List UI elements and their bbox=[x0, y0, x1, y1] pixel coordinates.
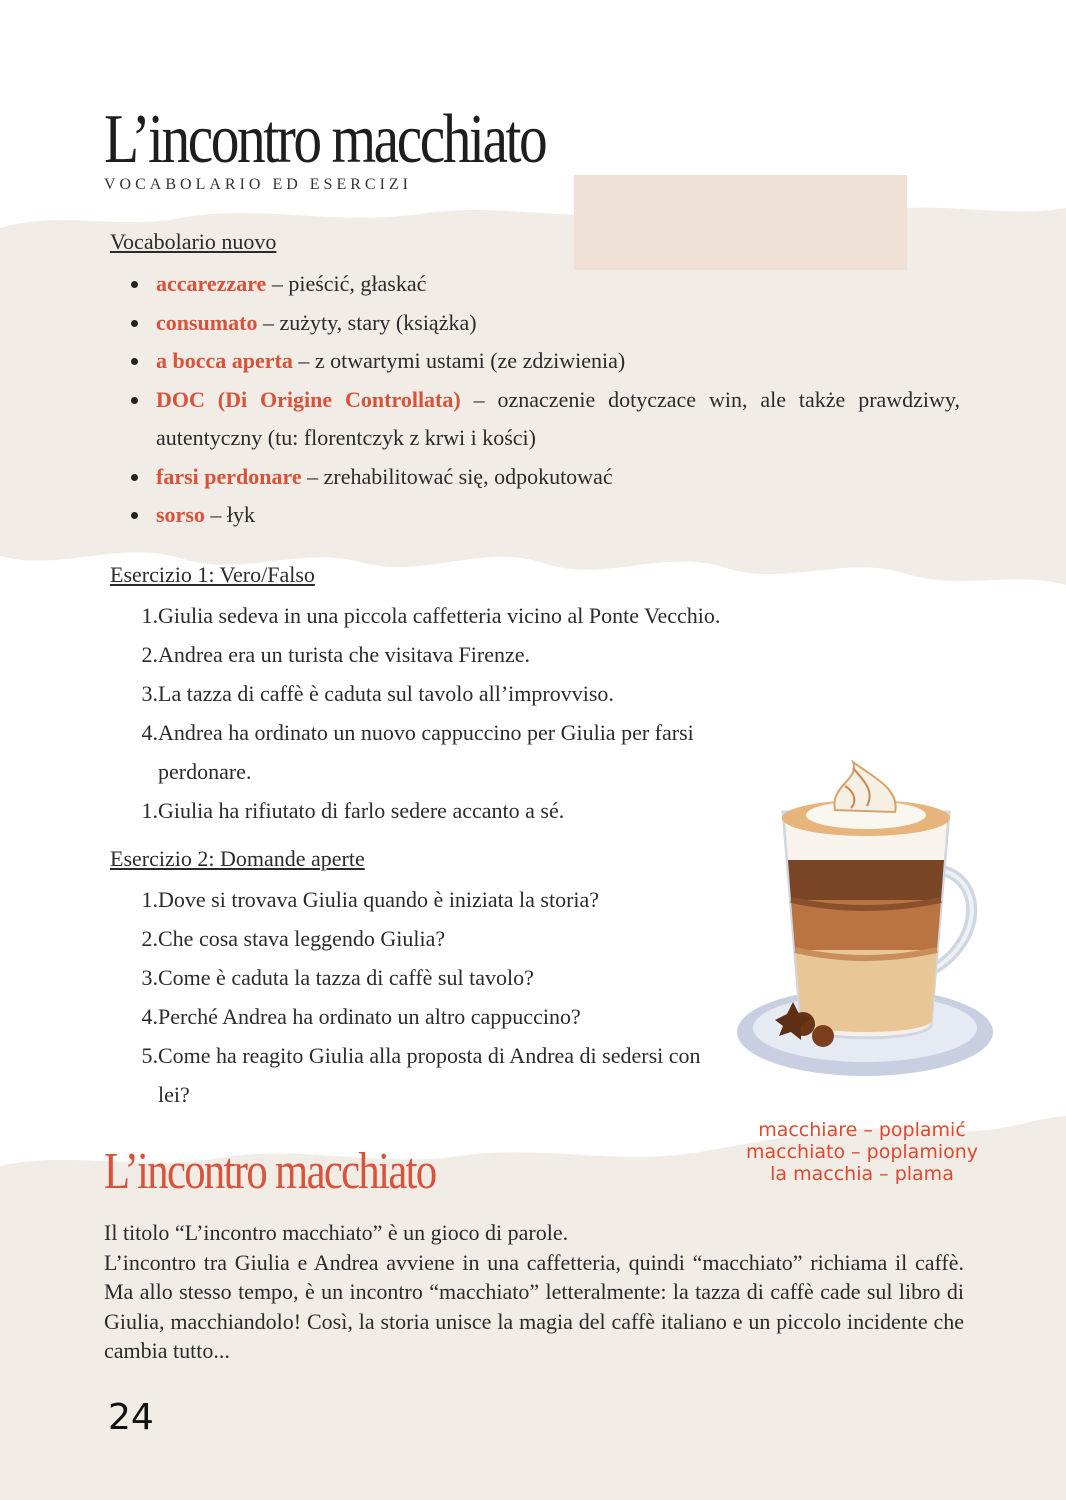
item-number: 3. bbox=[141, 965, 158, 990]
vocab-item bbox=[130, 265, 960, 304]
exercise1-item bbox=[130, 596, 938, 635]
item-number: 2. bbox=[141, 926, 158, 951]
vocab-term: consumato bbox=[156, 309, 258, 335]
exercise2-item bbox=[130, 1036, 758, 1114]
item-number: 1. bbox=[141, 603, 158, 628]
exercise2-list bbox=[130, 880, 758, 1114]
vocab-item bbox=[130, 496, 960, 535]
section2-text bbox=[104, 1218, 964, 1366]
page-subtitle: VOCABOLARIO ED ESERCIZI bbox=[104, 176, 412, 193]
item-number: 4. bbox=[141, 1004, 158, 1029]
item-text: La tazza di caffè è caduta sul tavolo all’improvviso. bbox=[158, 681, 614, 706]
vocab-list bbox=[130, 265, 960, 535]
vocab-item bbox=[130, 381, 960, 458]
vocab-definition: – zrehabilitować się, odpokutować bbox=[301, 463, 613, 489]
exercise1-item bbox=[130, 674, 938, 713]
exercise1-heading: Esercizio 1: Vero/Falso bbox=[110, 562, 315, 587]
vocab-item bbox=[130, 304, 960, 343]
vocab-definition: – zużyty, stary (książka) bbox=[257, 309, 477, 335]
note-line: la macchia – plama bbox=[770, 1163, 954, 1185]
latte-macchiato-glass-illustration bbox=[735, 760, 1000, 1080]
vocab-term: sorso bbox=[156, 502, 205, 527]
exercise2-heading: Esercizio 2: Domande aperte bbox=[110, 846, 365, 871]
item-text: Andrea era un turista che visitava Firenze. bbox=[158, 642, 531, 667]
item-number: 3. bbox=[141, 681, 158, 706]
exercise1-item bbox=[130, 635, 938, 674]
item-number: 2. bbox=[141, 642, 158, 667]
vocab-heading: Vocabolario nuovo bbox=[110, 229, 277, 254]
item-text: Come ha reagito Giulia alla proposta di Andrea di sedersi con lei? bbox=[158, 1043, 701, 1107]
item-text: Come è caduta la tazza di caffè sul tavolo? bbox=[158, 965, 534, 990]
vocab-term: accarezzare bbox=[156, 271, 267, 296]
exercise2-item bbox=[130, 958, 758, 997]
item-text: Perché Andrea ha ordinato un altro cappuccino? bbox=[158, 1004, 581, 1029]
item-text: Che cosa stava leggendo Giulia? bbox=[158, 926, 446, 951]
tape-decoration bbox=[574, 175, 907, 270]
item-text: Giulia ha rifiutato di farlo sedere accanto a sé. bbox=[158, 798, 565, 823]
vocab-item bbox=[130, 342, 960, 381]
vocab-note bbox=[716, 1119, 1008, 1185]
paragraph: Il titolo “L’incontro macchiato” è un gioco di parole. bbox=[104, 1220, 569, 1245]
item-number: 5. bbox=[141, 1043, 158, 1068]
item-text: Giulia sedeva in una piccola caffetteria vicino al Ponte Vecchio. bbox=[158, 603, 721, 628]
exercise2-item bbox=[130, 919, 758, 958]
vocab-definition: – oznaczenie dotyczace win, ale także prawdziwy, autentyczny (tu: florentczyk z krwi i kości) bbox=[156, 386, 961, 450]
item-text: Dove si trovava Giulia quando è iniziata la storia? bbox=[158, 887, 600, 912]
vocab-term: a bocca aperta bbox=[156, 348, 293, 373]
vocab-term: DOC (Di Origine Controllata) bbox=[156, 386, 461, 412]
item-number: 1. bbox=[141, 887, 158, 912]
vocab-definition: – łyk bbox=[204, 502, 256, 527]
exercise2-item bbox=[130, 880, 758, 919]
vocab-term: farsi perdonare bbox=[156, 463, 302, 489]
item-text: Andrea ha ordinato un nuovo cappuccino per Giulia per farsi perdonare. bbox=[158, 720, 694, 784]
exercise2-item bbox=[130, 997, 758, 1036]
item-number: 1. bbox=[141, 798, 158, 823]
note-line: macchiare – poplamić bbox=[758, 1119, 966, 1141]
note-line: macchiato – poplamiony bbox=[745, 1141, 979, 1163]
item-number: 4. bbox=[141, 720, 158, 745]
page-number: 24 bbox=[108, 1397, 154, 1438]
vocab-item bbox=[130, 458, 960, 497]
vocab-definition: – z otwartymi ustami (ze zdziwienia) bbox=[292, 348, 626, 373]
vocab-definition: – pieścić, głaskać bbox=[266, 271, 427, 296]
section2-title: L’incontro macchiato bbox=[104, 1143, 436, 1200]
page-title: L’incontro macchiato bbox=[104, 101, 546, 178]
paragraph: L’incontro tra Giulia e Andrea avviene in una caffetteria, quindi “macchiato” richiama il caffè. Ma allo stesso tempo, è un incontro “macchiato” letteralmente: la tazza di caffè cade sul libro di Giulia, macchiandolo! Così, la storia unisce la magia del caffè italiano e un piccolo incidente che cambia tutto... bbox=[104, 1249, 964, 1363]
